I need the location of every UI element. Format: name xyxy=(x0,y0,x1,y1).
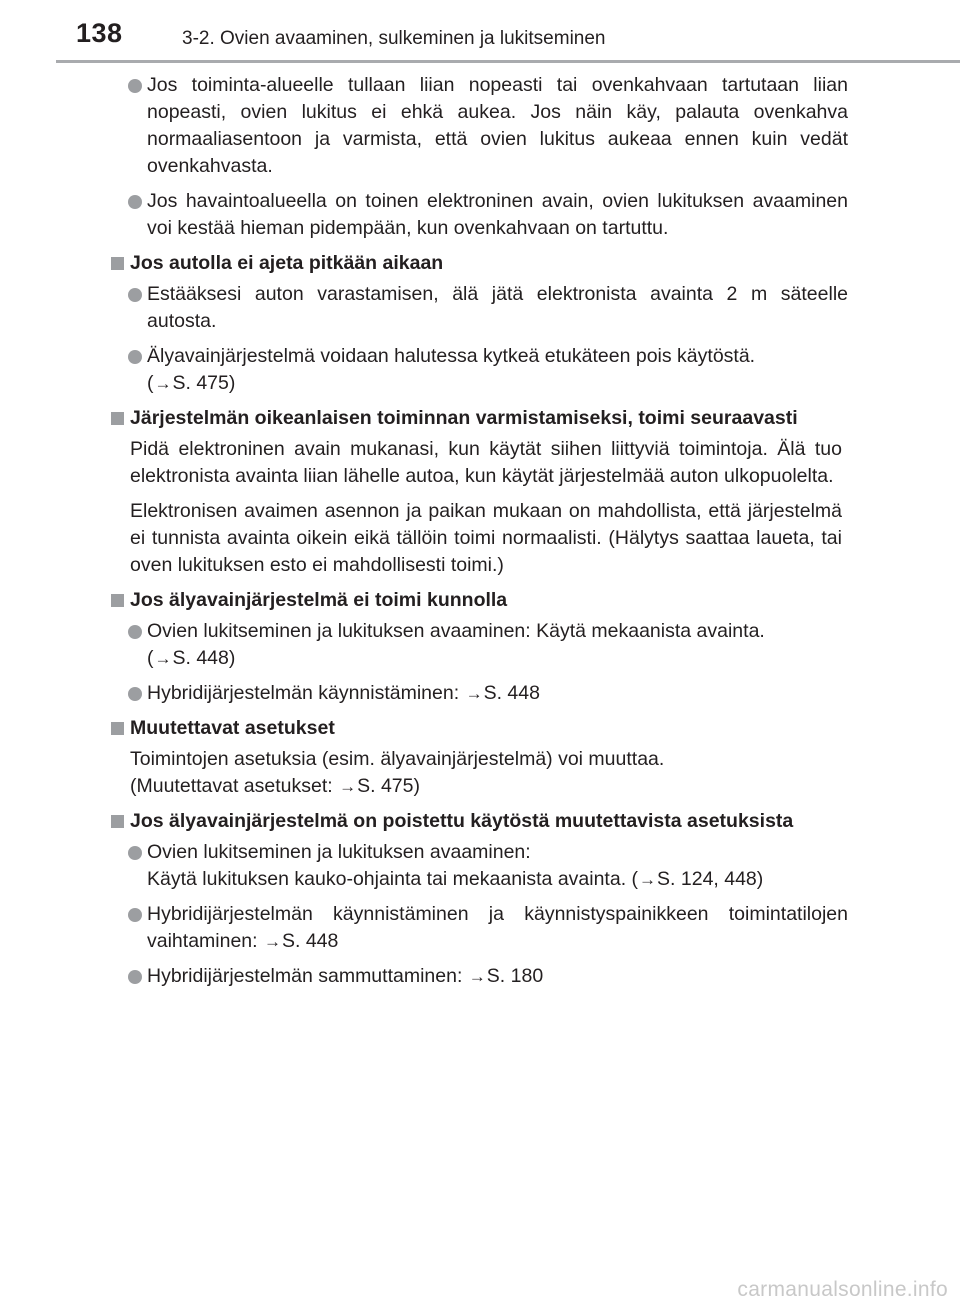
bullet-dot-icon xyxy=(128,970,142,984)
subheading-text: Jos älyavainjärjestelmä ei toimi kunnolla xyxy=(130,589,508,611)
subheading-text: Järjestelmän oikeanlaisen toiminnan varmistamiseksi, toimi seuraavasti xyxy=(130,407,798,429)
subheading xyxy=(0,715,960,742)
page-reference-link[interactable]: S. 448 xyxy=(282,930,339,952)
bullet-text: Jos havaintoalueella on toinen elektroninen avain, ovien lukituksen avaaminen voi kestää hieman pidempään, kun ovenkahvaan on tartuttu. xyxy=(147,190,848,239)
bullet-item xyxy=(0,839,960,893)
paragraph-line: (Muutettavat asetukset: xyxy=(130,775,333,797)
bullet-item xyxy=(0,281,960,335)
bullet-dot-icon xyxy=(128,288,142,302)
page-number: 138 xyxy=(76,18,123,48)
bullet-dot-icon xyxy=(128,908,142,922)
bullet-item xyxy=(0,343,960,397)
square-bullet-icon xyxy=(111,257,124,270)
arrow-right-icon: → xyxy=(339,777,357,796)
subheading-text: Jos älyavainjärjestelmä on poistettu käytöstä muutettavista asetuksista xyxy=(130,810,794,832)
footer-watermark: carmanualsonline.info xyxy=(737,1278,948,1301)
bullet-dot-icon xyxy=(128,625,142,639)
page-reference-link[interactable]: S. 124, 448) xyxy=(657,868,764,890)
bullet-text: Hybridijärjestelmän sammuttaminen: xyxy=(147,965,463,987)
page-reference-link[interactable]: S. 448) xyxy=(172,647,236,669)
arrow-right-icon: → xyxy=(154,649,172,668)
square-bullet-icon xyxy=(111,722,124,735)
bullet-dot-icon xyxy=(128,846,142,860)
paragraph-line: Toimintojen asetuksia (esim. älyavainjärjestelmä) voi muuttaa. xyxy=(130,748,665,770)
bullet-text: Hybridijärjestelmän käynnistäminen ja käynnistyspainikkeen toimintatilojen vaihtaminen: xyxy=(147,903,848,952)
page-reference-link[interactable]: S. 475) xyxy=(172,372,236,394)
page-header xyxy=(0,0,960,64)
bullet-text: Estääksesi auton varastamisen, älä jätä elektronista avainta 2 m säteelle autosta. xyxy=(147,283,848,332)
square-bullet-icon xyxy=(111,412,124,425)
bullet-text: Ovien lukitseminen ja lukituksen avaaminen: Käytä mekaanista avainta. xyxy=(147,620,765,642)
subheading-text: Jos autolla ei ajeta pitkään aikaan xyxy=(130,252,444,274)
subheading xyxy=(0,405,960,432)
bullet-item xyxy=(0,963,960,990)
bullet-text: Käytä lukituksen kauko-ohjainta tai mekaanista avainta. ( xyxy=(147,868,639,890)
subheading-text: Muutettavat asetukset xyxy=(130,717,335,739)
paragraph: Pidä elektroninen avain mukanasi, kun käytät siihen liittyviä toimintoja. Älä tuo elektronista avainta liian lähelle autoa, kun käytät järjestelmää auton ulkopuolelta. xyxy=(130,438,842,487)
bullet-dot-icon xyxy=(128,350,142,364)
bullet-dot-icon xyxy=(128,79,142,93)
paragraph xyxy=(0,746,960,800)
page-content xyxy=(0,72,960,998)
bullet-text: Jos toiminta-alueelle tullaan liian nopeasti tai ovenkahvaan tartutaan liian nopeasti, ovien lukitus ei ehkä aukea. Jos näin käy, palauta ovenkahva normaaliasentoon ja varmista, että ovien lukitus aukeaa ennen kuin vedät ovenkahvasta. xyxy=(147,74,848,177)
bullet-item xyxy=(0,72,960,180)
bullet-dot-icon xyxy=(128,195,142,209)
arrow-right-icon: → xyxy=(639,870,657,889)
bullet-item xyxy=(0,618,960,672)
open-paren: ( xyxy=(147,647,154,669)
bullet-dot-icon xyxy=(128,687,142,701)
arrow-right-icon: → xyxy=(465,684,483,703)
section-title: 3-2. Ovien avaaminen, sulkeminen ja lukitseminen xyxy=(182,28,606,49)
arrow-right-icon: → xyxy=(264,932,281,951)
bullet-text: Hybridijärjestelmän käynnistäminen: xyxy=(147,682,460,704)
arrow-right-icon: → xyxy=(154,374,172,393)
page-reference-link[interactable]: S. 180 xyxy=(486,965,544,987)
paragraph: Elektronisen avaimen asennon ja paikan mukaan on mahdollista, että järjestelmä ei tunnista avainta oikein eikä tällöin toimi normaalisti. (Hälytys saattaa laueta, tai oven lukituksen esto ei mahdollisesti toimi.) xyxy=(130,500,842,576)
bullet-text: Älyavainjärjestelmä voidaan halutessa kytkeä etukäteen pois käytöstä. xyxy=(147,345,756,367)
open-paren: ( xyxy=(147,372,154,394)
bullet-item xyxy=(0,680,960,707)
header-rule xyxy=(56,60,960,63)
bullet-item xyxy=(0,188,960,242)
subheading xyxy=(0,250,960,277)
square-bullet-icon xyxy=(111,594,124,607)
bullet-item xyxy=(0,901,960,955)
page-reference-link[interactable]: S. 448 xyxy=(483,682,540,704)
bullet-text: Ovien lukitseminen ja lukituksen avaaminen: xyxy=(147,841,531,863)
subheading xyxy=(0,587,960,614)
page-reference-link[interactable]: S. 475) xyxy=(357,775,420,797)
subheading xyxy=(0,808,960,835)
arrow-right-icon: → xyxy=(468,967,486,986)
square-bullet-icon xyxy=(111,815,124,828)
